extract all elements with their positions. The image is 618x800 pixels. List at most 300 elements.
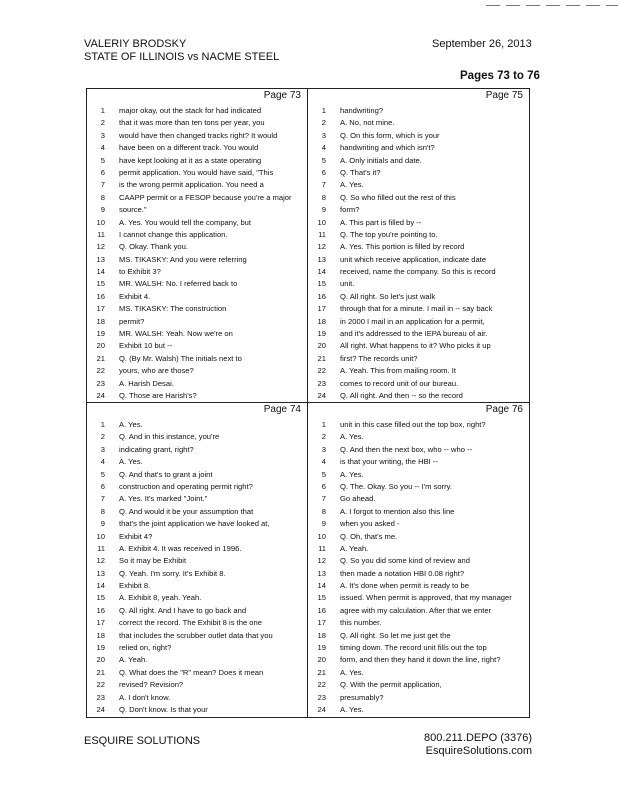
line-number: 15 [317, 593, 326, 603]
footer-contact [420, 732, 532, 758]
line-number: 12 [96, 556, 105, 566]
line-number: 20 [317, 341, 326, 351]
line-number: 3 [100, 444, 105, 454]
line-text: when you asked - [340, 519, 400, 529]
line-text: form? [340, 205, 360, 215]
transcript-line [87, 266, 307, 278]
line-text: unit. [340, 279, 355, 289]
transcript-line [308, 469, 529, 481]
line-text: indicating grant, right? [119, 444, 194, 454]
transcript-line [87, 506, 307, 518]
transcript-line [308, 303, 529, 315]
line-number: 17 [96, 618, 105, 628]
line-number: 7 [321, 180, 326, 190]
line-text: A. Yes. [119, 457, 143, 467]
line-number: 2 [100, 118, 105, 128]
line-text: major okay, out the stack for had indicated [119, 106, 262, 115]
transcript-line [87, 654, 307, 666]
line-number: 16 [317, 605, 326, 615]
transcript-lines [308, 105, 529, 402]
line-number: 17 [317, 618, 326, 628]
line-number: 22 [317, 366, 326, 376]
transcript-line [87, 704, 307, 716]
line-number: 13 [96, 568, 105, 578]
transcript-line [87, 254, 307, 266]
line-text: A. Yeah. [119, 655, 148, 665]
line-text: to Exhibit 3? [119, 267, 161, 277]
transcript-line [87, 518, 307, 530]
line-number: 9 [100, 519, 105, 529]
line-text: source." [119, 205, 147, 215]
footer-company: ESQUIRE SOLUTIONS [84, 735, 201, 747]
line-number: 7 [321, 494, 326, 504]
page-title: Page 76 [485, 404, 523, 415]
line-number: 22 [96, 366, 105, 376]
transcript-line [308, 630, 529, 642]
page-range: Pages 73 to 76 [460, 70, 540, 82]
line-number: 21 [317, 667, 326, 677]
transcript-line [308, 493, 529, 505]
transcript-line [87, 531, 307, 543]
line-number: 23 [96, 692, 105, 702]
line-text: A. Yes. It's marked "Joint." [119, 494, 208, 504]
line-number: 16 [96, 605, 105, 615]
transcript-grid [86, 88, 530, 718]
line-number: 23 [96, 378, 105, 388]
line-text: A. Yeah. This from mailing room. It [340, 366, 456, 376]
line-text: Exhibit 4? [119, 531, 153, 541]
line-number: 5 [321, 469, 326, 479]
line-text: this number. [340, 618, 382, 628]
line-number: 12 [317, 556, 326, 566]
line-number: 15 [96, 593, 105, 603]
line-number: 21 [96, 353, 105, 363]
transcript-line [87, 390, 307, 402]
transcript-line [308, 179, 529, 191]
line-text: MS. TIKASKY: The construction [119, 304, 227, 314]
line-number: 2 [100, 432, 105, 442]
line-text: Q. (By Mr. Walsh) The initials next to [119, 353, 242, 363]
line-number: 11 [318, 543, 326, 553]
line-text: Q. The. Okay. So you -- I'm sorry. [340, 481, 453, 491]
line-text: A. Yeah. [340, 543, 369, 553]
transcript-line [308, 353, 529, 365]
transcript-line [87, 167, 307, 179]
line-number: 8 [321, 506, 326, 516]
line-text: construction and operating permit right? [119, 481, 253, 491]
transcript-line [87, 353, 307, 365]
transcript-line [308, 192, 529, 204]
corner-mark [526, 5, 540, 6]
line-text: unit in this case filled out the top box, right? [340, 420, 486, 429]
transcript-page [308, 89, 529, 403]
transcript-line [87, 378, 307, 390]
transcript-line [87, 340, 307, 352]
page-title: Page 73 [263, 90, 301, 101]
corner-mark [546, 5, 560, 6]
transcript-line [87, 192, 307, 204]
line-number: 18 [96, 630, 105, 640]
line-text: A. Harish Desai. [119, 378, 174, 388]
line-number: 9 [100, 205, 105, 215]
line-number: 13 [317, 254, 326, 264]
line-text: yours, who are those? [119, 366, 194, 376]
line-text: A. Yes. You would tell the company, but [119, 217, 251, 227]
line-text: then made a notation HBI 0.08 right? [340, 568, 465, 578]
line-text: Q. Oh, that's me. [340, 531, 398, 541]
transcript-line [87, 278, 307, 290]
transcript-line [308, 130, 529, 142]
transcript-line [308, 291, 529, 303]
transcript-line [308, 105, 529, 117]
transcript-lines [308, 419, 529, 716]
transcript-line [87, 667, 307, 679]
line-text: A. I don't know. [119, 692, 171, 702]
transcript-line [308, 316, 529, 328]
line-text: A. This part is filled by -- [340, 217, 422, 227]
page-title: Page 74 [263, 404, 301, 415]
line-text: through that for a minute. I mail in -- say back [340, 304, 493, 314]
line-text: permit application. You would have said, "This [119, 167, 274, 177]
line-number: 8 [321, 192, 326, 202]
line-number: 4 [321, 457, 326, 467]
line-number: 19 [317, 643, 326, 653]
transcript-line [308, 592, 529, 604]
line-number: 14 [317, 267, 326, 277]
line-number: 23 [317, 378, 326, 388]
line-text: unit which receive application, indicate date [340, 254, 487, 264]
line-number: 7 [100, 494, 105, 504]
line-text: A. Yes. [340, 667, 364, 677]
line-number: 14 [96, 581, 105, 591]
line-text: Q. And in this instance, you're [119, 432, 220, 442]
line-number: 22 [317, 680, 326, 690]
line-number: 11 [97, 229, 105, 239]
line-text: A. Yes. [119, 420, 143, 429]
line-number: 20 [317, 655, 326, 665]
transcript-line [87, 469, 307, 481]
line-text: form, and then they hand it down the line, right? [340, 655, 501, 665]
line-number: 15 [96, 279, 105, 289]
line-text: Exhibit 8. [119, 581, 151, 591]
transcript-line [87, 555, 307, 567]
line-number: 11 [318, 229, 326, 239]
line-text: MS. TIKASKY: And you were referring [119, 254, 247, 264]
line-number: 16 [317, 291, 326, 301]
transcript-line [308, 229, 529, 241]
transcript-line [308, 278, 529, 290]
line-number: 5 [321, 155, 326, 165]
line-number: 14 [96, 267, 105, 277]
corner-mark [486, 5, 500, 6]
line-text: is the wrong permit application. You need a [119, 180, 264, 190]
transcript-line [87, 179, 307, 191]
line-number: 20 [96, 655, 105, 665]
line-text: A. No, not mine. [340, 118, 395, 128]
line-text: that includes the scrubber outlet data that you [119, 630, 273, 640]
line-number: 12 [96, 242, 105, 252]
corner-mark [586, 5, 600, 6]
line-number: 10 [96, 531, 105, 541]
line-number: 5 [100, 469, 105, 479]
line-number: 24 [96, 390, 105, 400]
line-text: correct the record. The Exhibit 8 is the one [119, 618, 262, 628]
line-text: A. Only initials and date. [340, 155, 422, 165]
line-number: 10 [317, 531, 326, 541]
transcript-line [308, 456, 529, 468]
transcript-line [308, 444, 529, 456]
transcript-line [87, 130, 307, 142]
line-number: 4 [100, 143, 105, 153]
line-text: Q. Those are Harish's? [119, 390, 197, 400]
line-text: CAAPP permit or a FESOP because you're a major [119, 192, 292, 202]
line-number: 6 [321, 481, 326, 491]
line-number: 18 [317, 630, 326, 640]
line-text: have been on a different track. You would [119, 143, 259, 153]
transcript-line [308, 117, 529, 129]
transcript-line [87, 543, 307, 555]
line-number: 6 [321, 167, 326, 177]
transcript-line [308, 605, 529, 617]
transcript-line [87, 365, 307, 377]
header-left [84, 38, 279, 64]
footer-website[interactable]: EsquireSolutions.com [425, 745, 532, 757]
line-number: 24 [317, 390, 326, 400]
transcript-line [87, 580, 307, 592]
line-number: 1 [100, 420, 105, 429]
line-number: 18 [96, 316, 105, 326]
transcript-line [308, 167, 529, 179]
transcript-line [87, 204, 307, 216]
line-number: 5 [100, 155, 105, 165]
line-text: presumably? [340, 692, 384, 702]
line-text: MR. WALSH: Yeah. Now we're on [119, 329, 233, 339]
line-number: 3 [321, 444, 326, 454]
line-number: 15 [317, 279, 326, 289]
line-text: handwriting and which isn't? [340, 143, 435, 153]
transcript-line [308, 142, 529, 154]
line-text: Q. Don't know. Is that your [119, 704, 208, 714]
line-number: 24 [96, 704, 105, 714]
line-text: that it was more than ten tons per year, you [119, 118, 265, 128]
transcript-line [87, 692, 307, 704]
transcript-line [308, 543, 529, 555]
transcript-line [308, 378, 529, 390]
line-number: 4 [100, 457, 105, 467]
transcript-line [308, 568, 529, 580]
line-text: Q. All right. So let's just walk [340, 291, 436, 301]
line-number: 3 [321, 130, 326, 140]
line-text: Q. The top you're pointing to. [340, 229, 438, 239]
line-text: revised? Revision? [119, 680, 184, 690]
line-text: A. It's done when permit is ready to be [340, 581, 469, 591]
line-text: All right. What happens to it? Who picks it up [340, 341, 491, 351]
line-text: A. I forgot to mention also this line [340, 506, 455, 516]
transcript-line [308, 204, 529, 216]
line-text: A. Yes. This portion is filled by record [340, 242, 465, 252]
line-text: have kept looking at it as a state operating [119, 155, 262, 165]
line-number: 13 [96, 254, 105, 264]
transcript-line [87, 105, 307, 117]
transcript-line [87, 679, 307, 691]
transcript-page [308, 403, 529, 717]
line-text: relied on, right? [119, 643, 172, 653]
line-text: A. Yes. [340, 469, 364, 479]
line-text: is that your writing, the HBI -- [340, 457, 438, 467]
line-number: 19 [96, 643, 105, 653]
transcript-line [308, 580, 529, 592]
transcript-line [308, 679, 529, 691]
transcript-page [87, 89, 308, 403]
line-text: agree with my calculation. After that we enter [340, 605, 492, 615]
transcript-line [308, 506, 529, 518]
transcript-line [308, 654, 529, 666]
line-text: and it's addressed to the IEPA bureau of air. [340, 329, 488, 339]
line-text: Q. So who filled out the rest of this [340, 192, 456, 202]
line-number: 1 [321, 420, 326, 429]
line-number: 21 [96, 667, 105, 677]
transcript-line [87, 316, 307, 328]
transcript-line [308, 266, 529, 278]
transcript-line [308, 555, 529, 567]
line-text: Q. All right. So let me just get the [340, 630, 451, 640]
transcript-line [308, 481, 529, 493]
line-text: A. Yes. [340, 432, 364, 442]
witness-name: VALERIY BRODSKY [84, 38, 187, 50]
deposition-date: September 26, 2013 [432, 38, 532, 50]
corner-mark [506, 5, 520, 6]
transcript-line [87, 241, 307, 253]
line-number: 21 [317, 353, 326, 363]
line-number: 9 [321, 205, 326, 215]
line-number: 4 [321, 143, 326, 153]
transcript-line [87, 117, 307, 129]
transcript-line [308, 155, 529, 167]
transcript-line [87, 328, 307, 340]
line-number: 24 [317, 704, 326, 714]
transcript-line [87, 481, 307, 493]
transcript-line [308, 328, 529, 340]
transcript-line [87, 456, 307, 468]
transcript-line [87, 431, 307, 443]
line-number: 18 [317, 316, 326, 326]
transcript-line [308, 390, 529, 402]
line-number: 13 [317, 568, 326, 578]
transcript-line [87, 568, 307, 580]
line-text: Go ahead. [340, 494, 376, 504]
line-text: Q. Yeah. I'm sorry. It's Exhibit 8. [119, 568, 226, 578]
transcript-line [308, 617, 529, 629]
line-text: issued. When permit is approved, that my manager [340, 593, 512, 603]
transcript-line [87, 493, 307, 505]
line-text: received, name the company. So this is record [340, 267, 496, 277]
line-number: 2 [321, 432, 326, 442]
line-number: 17 [96, 304, 105, 314]
page-title: Page 75 [485, 90, 523, 101]
transcript-line [308, 419, 529, 431]
case-title: STATE OF ILLINOIS vs NACME STEEL [84, 51, 280, 63]
line-text: Q. On this form, which is your [340, 130, 440, 140]
line-number: 12 [317, 242, 326, 252]
line-text: in 2000 I mail in an application for a permit, [340, 316, 485, 326]
transcript-line [87, 642, 307, 654]
line-text: So it may be Exhibit [119, 556, 187, 566]
line-text: MR. WALSH: No. I referred back to [119, 279, 238, 289]
transcript-line [87, 617, 307, 629]
transcript-page [87, 403, 308, 717]
transcript-line [87, 592, 307, 604]
line-text: Q. All right. And I have to go back and [119, 605, 247, 615]
line-number: 23 [317, 692, 326, 702]
transcript-line [308, 642, 529, 654]
line-number: 10 [317, 217, 326, 227]
line-text: timing down. The record unit fills out the top [340, 643, 487, 653]
line-text: permit? [119, 316, 145, 326]
line-number: 1 [321, 106, 326, 115]
line-number: 3 [100, 130, 105, 140]
line-number: 9 [321, 519, 326, 529]
transcript-line [308, 217, 529, 229]
footer-phone: 800.211.DEPO (3376) [423, 732, 532, 744]
line-number: 10 [96, 217, 105, 227]
line-number: 6 [100, 167, 105, 177]
transcript-line [87, 217, 307, 229]
transcript-line [308, 667, 529, 679]
transcript-line [87, 291, 307, 303]
line-number: 16 [96, 291, 105, 301]
line-text: that's the joint application we have looked at, [119, 519, 270, 529]
line-number: 8 [100, 192, 105, 202]
line-number: 19 [96, 329, 105, 339]
line-number: 17 [317, 304, 326, 314]
transcript-line [87, 605, 307, 617]
line-text: Q. That's it? [340, 167, 381, 177]
line-text: Exhibit 10 but -- [119, 341, 173, 351]
line-number: 14 [317, 581, 326, 591]
transcript-line [87, 155, 307, 167]
line-text: Q. So you did some kind of review and [340, 556, 471, 566]
line-number: 11 [97, 543, 105, 553]
line-text: Q. And would it be your assumption that [119, 506, 254, 516]
transcript-line [308, 692, 529, 704]
line-text: Q. What does the "R" mean? Does it mean [119, 667, 264, 677]
line-text: Q. With the permit application, [340, 680, 442, 690]
line-text: Q. All right. And then -- so the record [340, 390, 463, 400]
transcript-line [308, 241, 529, 253]
transcript-line [87, 303, 307, 315]
line-number: 20 [96, 341, 105, 351]
line-text: I cannot change this application. [119, 229, 228, 239]
transcript-line [87, 630, 307, 642]
line-text: handwriting? [340, 106, 384, 115]
line-number: 1 [100, 106, 105, 115]
line-text: Exhibit 4. [119, 291, 151, 301]
line-text: Q. And that's to grant a joint [119, 469, 213, 479]
line-number: 19 [317, 329, 326, 339]
transcript-line [308, 431, 529, 443]
line-number: 2 [321, 118, 326, 128]
transcript-line [308, 365, 529, 377]
transcript-line [308, 254, 529, 266]
transcript-line [87, 229, 307, 241]
line-number: 7 [100, 180, 105, 190]
transcript-line [87, 419, 307, 431]
line-text: comes to record unit of our bureau. [340, 378, 459, 388]
line-number: 8 [100, 506, 105, 516]
transcript-lines [87, 105, 307, 402]
transcript-line [308, 340, 529, 352]
line-text: A. Exhibit 8, yeah. Yeah. [119, 593, 202, 603]
